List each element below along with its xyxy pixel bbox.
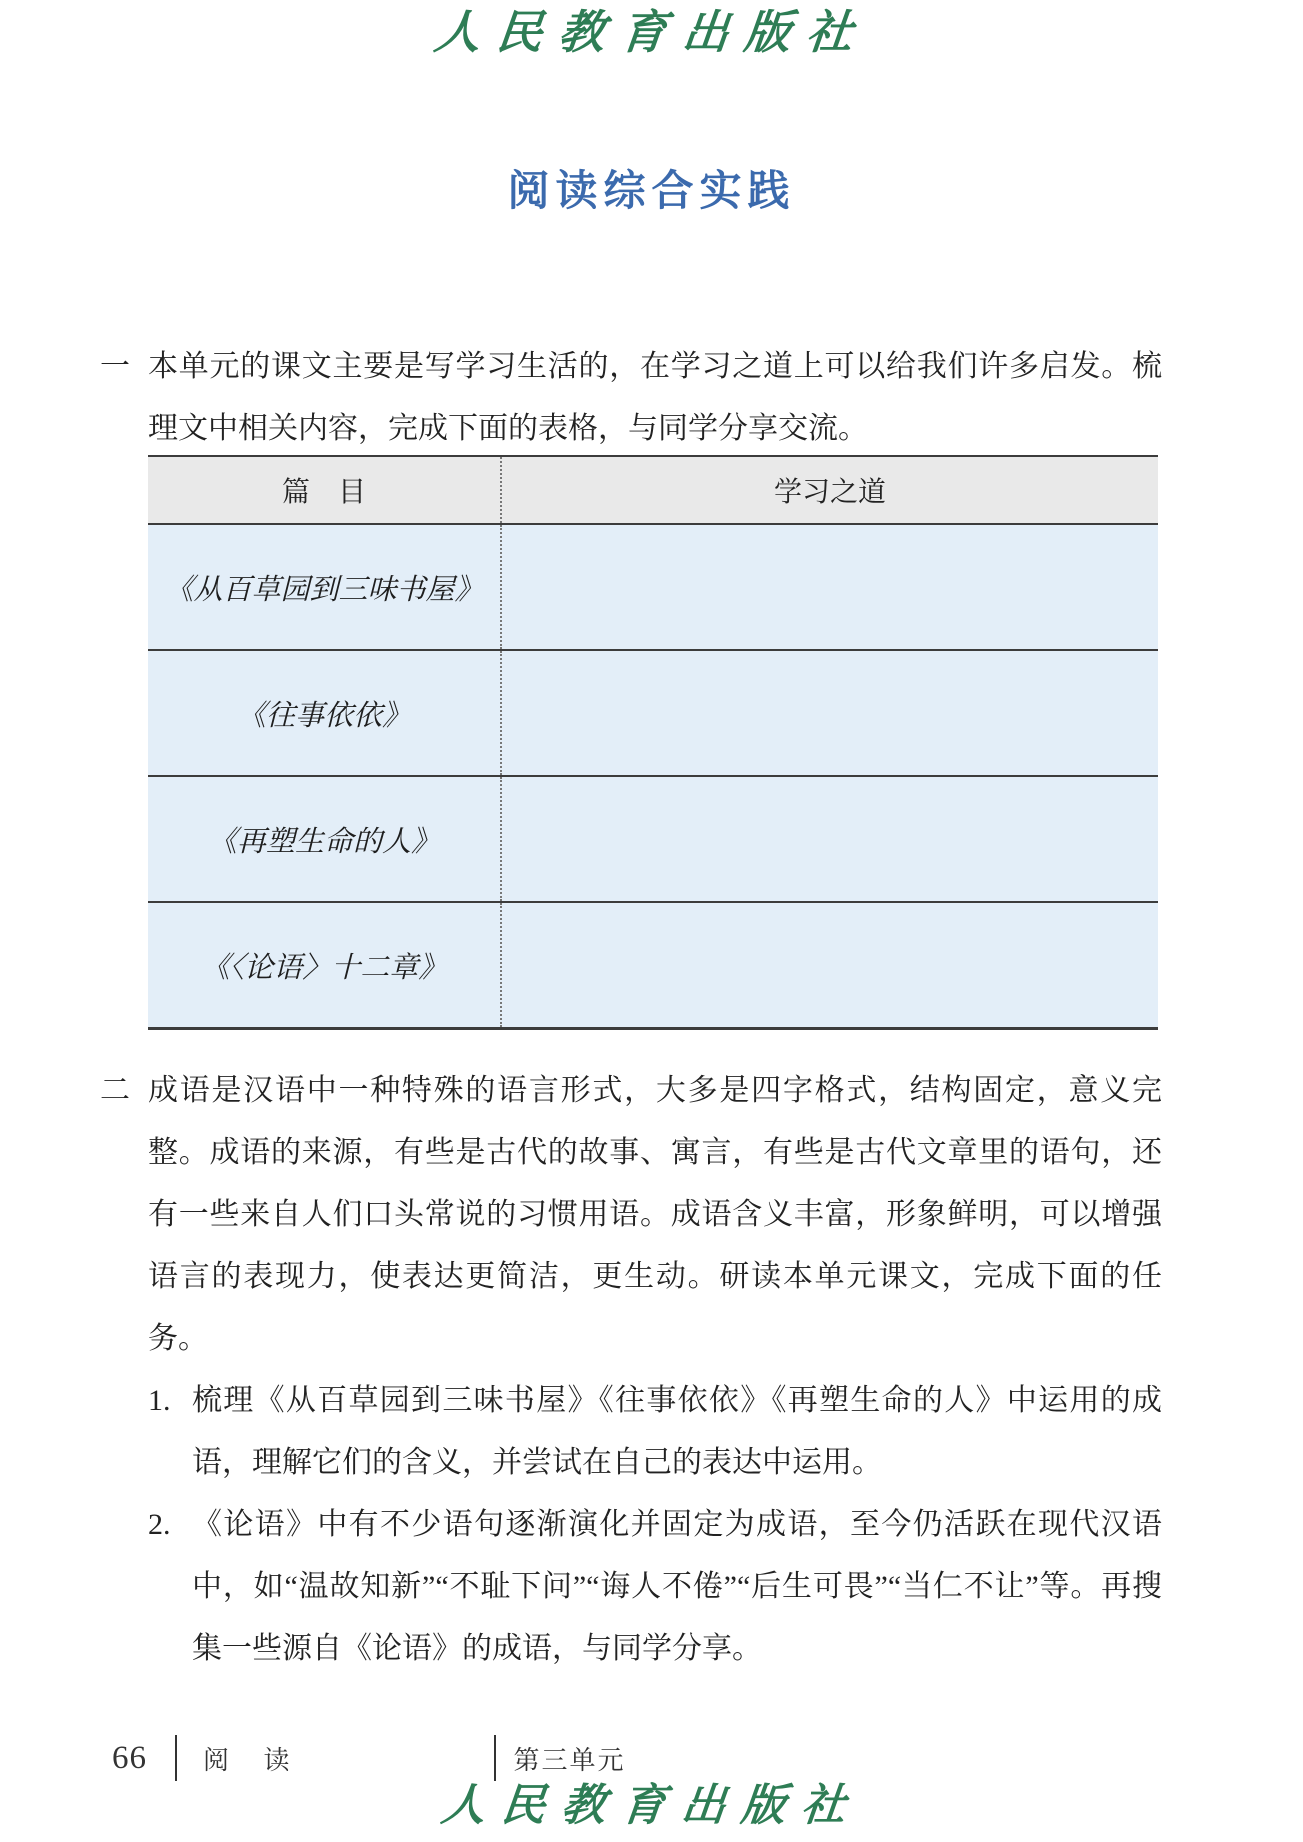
page-title: 阅读综合实践 (507, 169, 796, 215)
table-row (148, 777, 1158, 903)
publisher-logo-bottom (0, 1782, 1303, 1830)
section-two (100, 1060, 1162, 1680)
table-header-learning: 学习之道 (500, 457, 1158, 523)
row-title: 《〈论语〉十二章》 (200, 951, 448, 984)
section-two-marker: 二 (100, 1074, 130, 1107)
publisher-logo-text: 人民教育出版社 (438, 1781, 865, 1830)
footer-section-label: 阅 读 (203, 1745, 304, 1775)
footer-divider (175, 1735, 177, 1781)
table-header-row (148, 457, 1158, 525)
publisher-logo-top (0, 8, 1303, 59)
row-title: 《再塑生命的人》 (207, 825, 440, 858)
table-header-titles: 篇 目 (281, 477, 366, 508)
row-title: 《往事依依》 (236, 699, 411, 732)
empty-answer-cell (500, 525, 1158, 649)
footer-unit-label: 第三单元 (513, 1745, 626, 1775)
section-one-marker: 一 (100, 350, 130, 383)
section-one-text: 本单元的课文主要是写学习生活的，在学习之道上可以给我们许多启发。梳理文中相关内容，完成下面的表格，与同学分享交流。 (148, 350, 1162, 445)
page-number: 66 (112, 1739, 147, 1776)
empty-answer-cell (500, 651, 1158, 775)
task-item-number: 1. (148, 1384, 171, 1417)
task-item-number: 2. (148, 1508, 171, 1541)
task-list (148, 1370, 1162, 1680)
learning-table (148, 455, 1158, 1030)
table-row (148, 651, 1158, 777)
publisher-logo-text: 人民教育出版社 (431, 7, 872, 58)
empty-answer-cell (500, 903, 1158, 1027)
section-one (100, 336, 1162, 460)
row-title: 《从百草园到三味书屋》 (164, 573, 484, 606)
section-two-text: 成语是汉语中一种特殊的语言形式，大多是四字格式，结构固定，意义完整。成语的来源，有些是古代的故事、寓言，有些是古代文章里的语句，还有一些来自人们口头常说的习惯用语。成语含义丰富，形象鲜明，可以增强语言的表现力，使表达更简洁，更生动。研读本单元课文，完成下面的任务。 (148, 1074, 1162, 1355)
page-footer (112, 1733, 626, 1783)
empty-answer-cell (500, 777, 1158, 901)
task-item (148, 1494, 1162, 1680)
table-row (148, 525, 1158, 651)
task-item-text: 《论语》中有不少语句逐渐演化并固定为成语，至今仍活跃在现代汉语中，如“温故知新”“不耻下问”“诲人不倦”“后生可畏”“当仁不让”等。再搜集一些源自《论语》的成语，与同学分享。 (192, 1508, 1162, 1665)
footer-divider (494, 1735, 496, 1781)
task-item (148, 1370, 1162, 1494)
task-item-text: 梳理《从百草园到三味书屋》《往事依依》《再塑生命的人》中运用的成语，理解它们的含义，并尝试在自己的表达中运用。 (192, 1384, 1162, 1479)
table-row (148, 903, 1158, 1027)
